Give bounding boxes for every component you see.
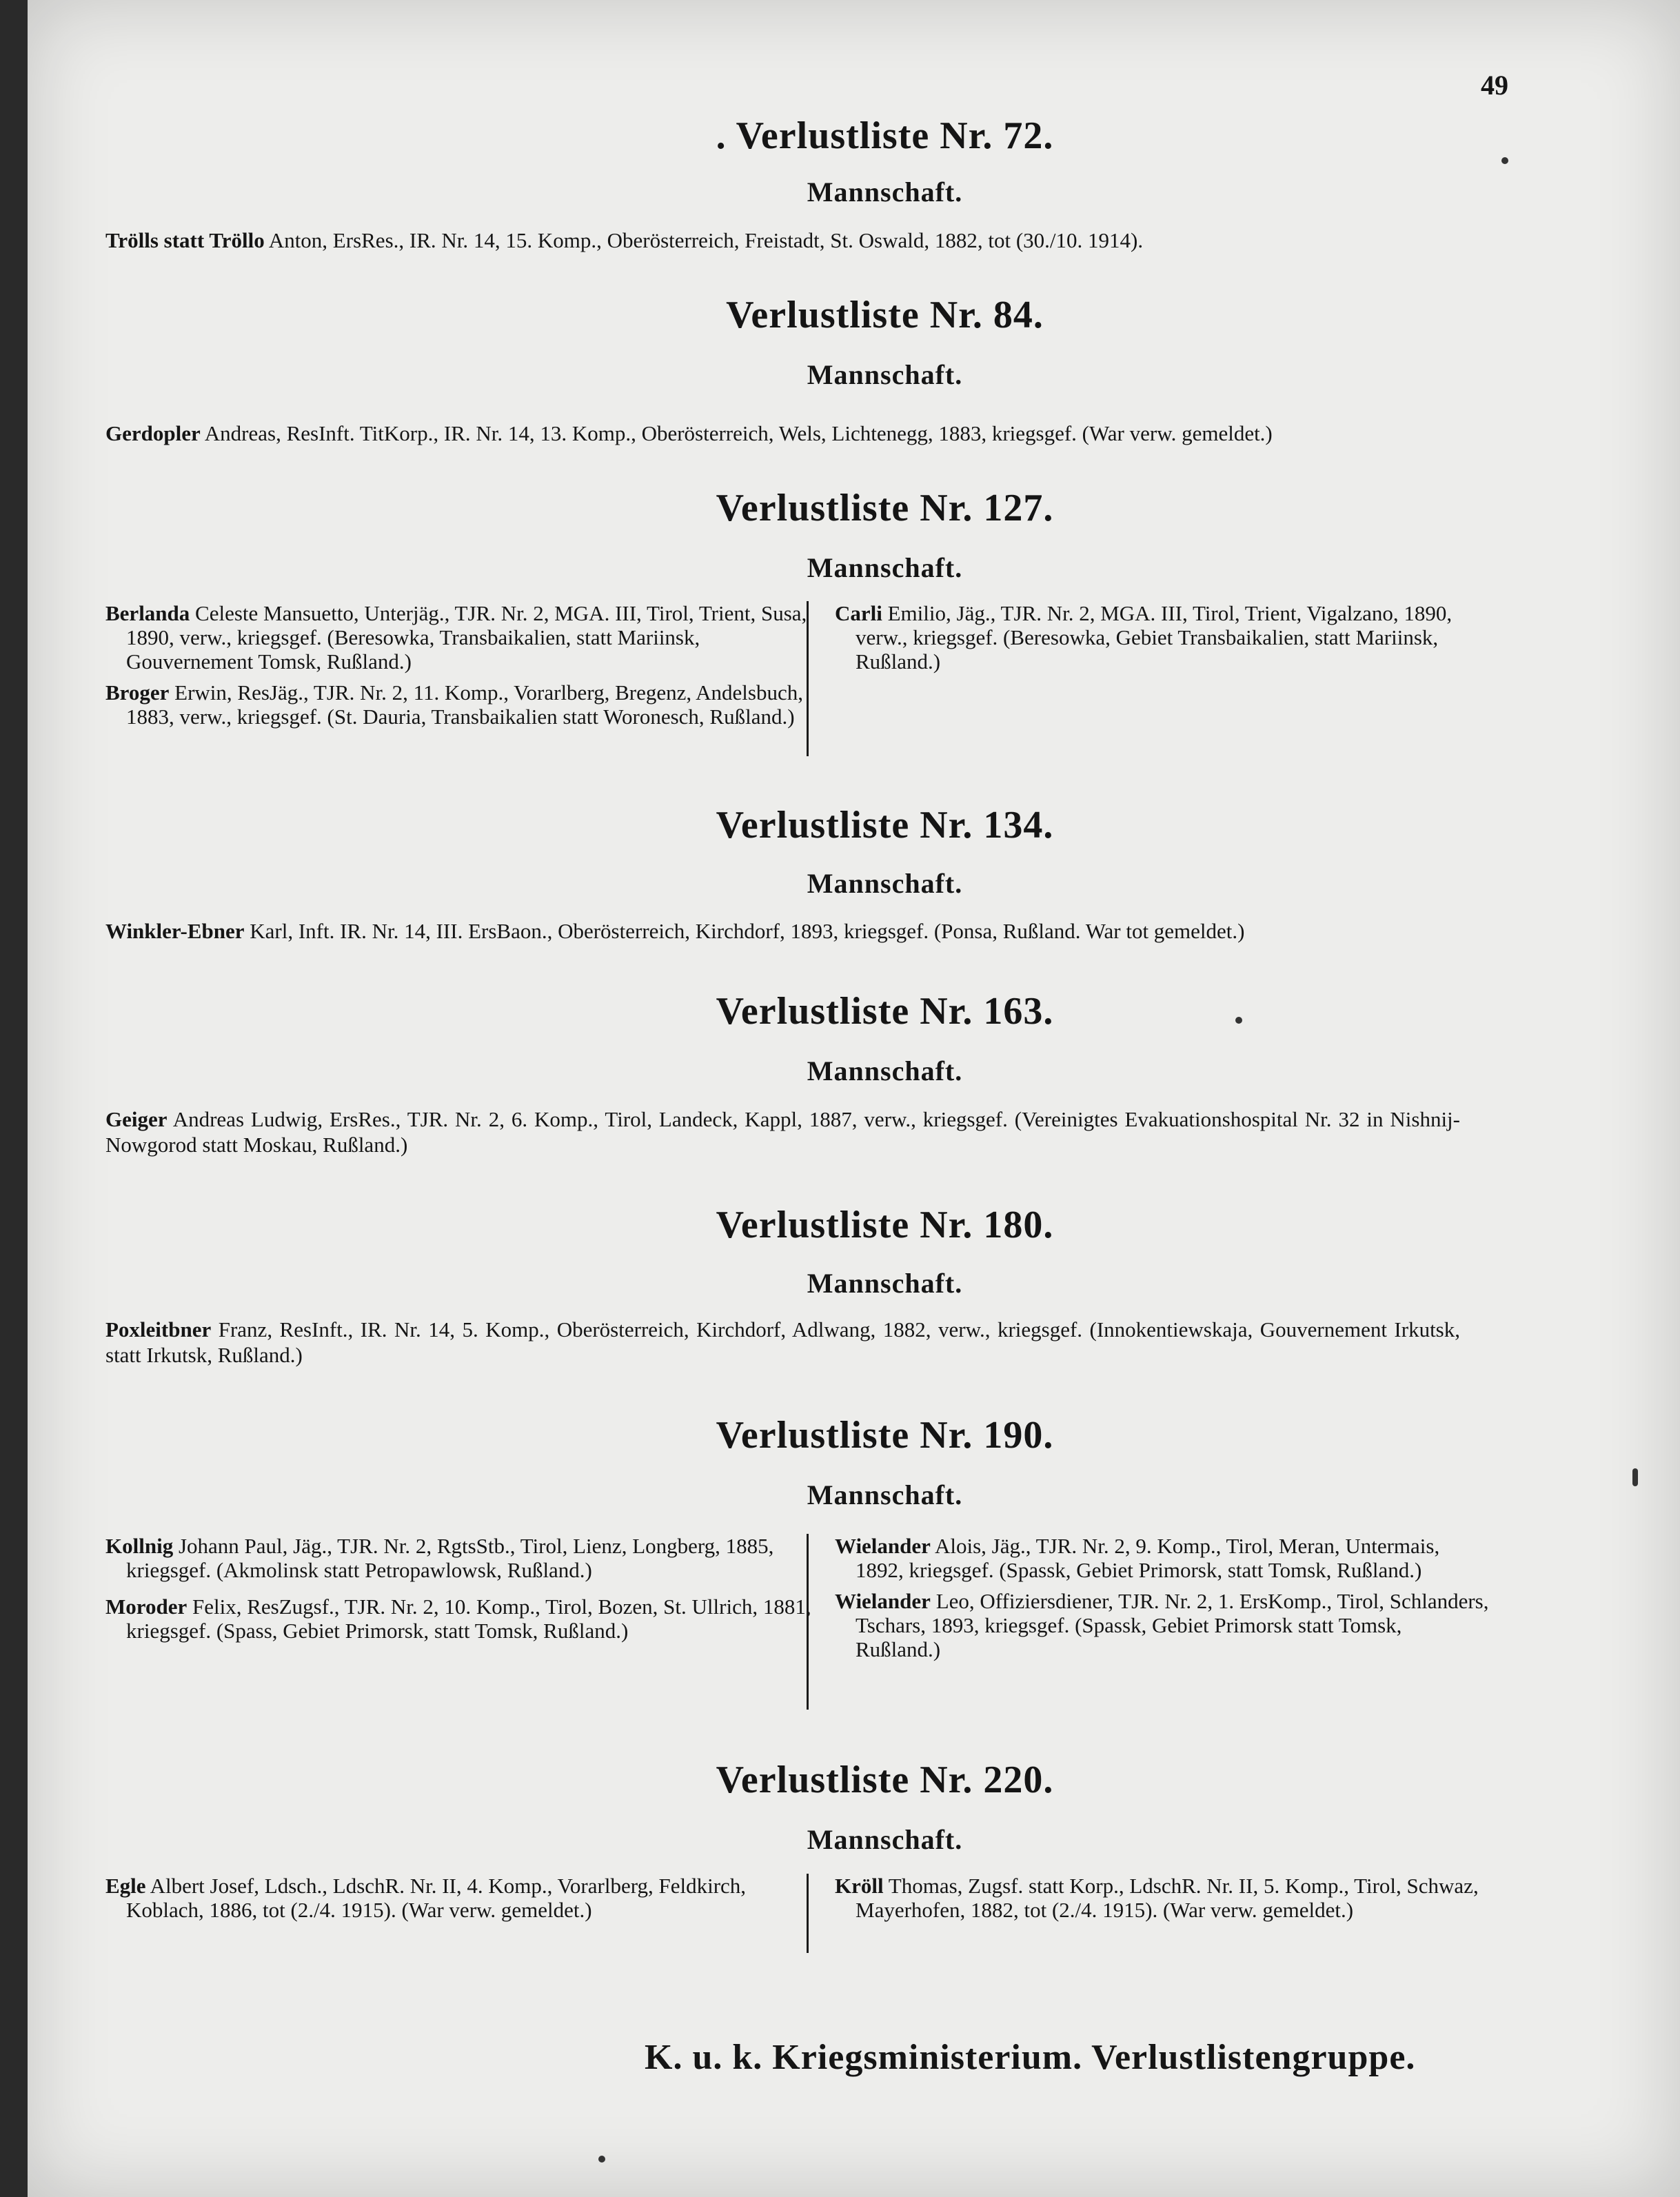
entry-name: Wielander bbox=[835, 1589, 931, 1613]
entry-text: Celeste Mansuetto, Unterjäg., TJR. Nr. 2, MGA. III, Tirol, Trient, Susa, 1890, verw., kriegsgef. (Beresowka, Transbaikalien, statt Mariinsk, Gouvernement Tomsk, Rußland.) bbox=[126, 601, 807, 674]
entry-name: Trölls statt Tröllo bbox=[105, 228, 265, 252]
entry-geiger bbox=[105, 1106, 1460, 1157]
entry-text: Karl, Inft. IR. Nr. 14, III. ErsBaon., Oberösterreich, Kirchdorf, 1893, kriegsgef. (Ponsa, Rußland. War tot gemeldet.) bbox=[244, 919, 1245, 943]
heading-verlustliste-84: Verlustliste Nr. 84. bbox=[726, 294, 1044, 336]
column-left bbox=[105, 1874, 816, 1929]
entry-text: Alois, Jäg., TJR. Nr. 2, 9. Komp., Tirol, Meran, Untermais, 1892, kriegsgef. (Spassk, Gebiet Primorsk, statt Tomsk, Rußland.) bbox=[856, 1534, 1440, 1582]
entry-text: Anton, ErsRes., IR. Nr. 14, 15. Komp., Oberösterreich, Freistadt, St. Oswald, 1882, tot (30./10. 1914). bbox=[264, 228, 1144, 252]
footer-signature: K. u. k. Kriegsministerium. Verlustlistengruppe. bbox=[645, 2038, 1416, 2077]
entry-name: Berlanda bbox=[105, 601, 190, 625]
entry-egle bbox=[105, 1874, 816, 1922]
entry-name: Egle bbox=[105, 1874, 146, 1898]
entry-name: Winkler-Ebner bbox=[105, 919, 245, 943]
entry-troells bbox=[105, 227, 1460, 253]
entry-wielander-leo bbox=[835, 1589, 1490, 1661]
entry-text: Albert Josef, Ldsch., LdschR. Nr. II, 4. Komp., Vorarlberg, Feldkirch, Koblach, 1886, tot (2./4. 1915). (War verw. gemeldet.) bbox=[126, 1874, 747, 1922]
subheading-mannschaft: Mannschaft. bbox=[807, 1824, 963, 1855]
column-left bbox=[105, 1534, 816, 1650]
entry-gerdopler bbox=[105, 421, 1460, 446]
entry-text: Andreas Ludwig, ErsRes., TJR. Nr. 2, 6. Komp., Tirol, Landeck, Kappl, 1887, verw., kriegsgef. (Vereinigtes Evakuationshospital Nr. 32 in Nishnij-Nowgorod statt Moskau, Rußland.) bbox=[105, 1107, 1460, 1157]
scanned-page bbox=[28, 0, 1680, 2197]
entry-berlanda bbox=[105, 601, 816, 674]
column-left bbox=[105, 601, 816, 736]
scan-speck bbox=[1501, 157, 1508, 164]
column-right bbox=[807, 1874, 1490, 1953]
scan-speck bbox=[1235, 1017, 1242, 1024]
entry-text: Erwin, ResJäg., TJR. Nr. 2, 11. Komp., Vorarlberg, Bregenz, Andelsbuch, 1883, verw., kriegsgef. (St. Dauria, Transbaikalien statt Woronesch, Rußland.) bbox=[126, 680, 803, 729]
entry-text: Felix, ResZugsf., TJR. Nr. 2, 10. Komp., Tirol, Bozen, St. Ullrich, 1881, kriegsgef. (Spass, Gebiet Primorsk, statt Tomsk, Rußland.) bbox=[126, 1594, 811, 1643]
entry-name: Kröll bbox=[835, 1874, 884, 1898]
heading-verlustliste-180: Verlustliste Nr. 180. bbox=[716, 1204, 1054, 1246]
column-right bbox=[807, 1534, 1490, 1710]
entry-name: Gerdopler bbox=[105, 421, 201, 445]
entry-text: Johann Paul, Jäg., TJR. Nr. 2, RgtsStb., Tirol, Lienz, Longberg, 1885, kriegsgef. (Akmolinsk statt Petropawlowsk, Rußland.) bbox=[126, 1534, 774, 1582]
page-number: 49 bbox=[1481, 70, 1508, 101]
heading-verlustliste-220: Verlustliste Nr. 220. bbox=[716, 1759, 1054, 1801]
subheading-mannschaft: Mannschaft. bbox=[807, 1268, 963, 1299]
entry-kroell bbox=[835, 1874, 1490, 1922]
entry-name: Broger bbox=[105, 680, 170, 705]
subheading-mannschaft: Mannschaft. bbox=[807, 868, 963, 899]
entry-winkler-ebner bbox=[105, 918, 1460, 944]
entry-name: Poxleitbner bbox=[105, 1317, 212, 1342]
entry-kollnig bbox=[105, 1534, 816, 1582]
entry-name: Geiger bbox=[105, 1107, 168, 1131]
subheading-mannschaft: Mannschaft. bbox=[807, 552, 963, 583]
subheading-mannschaft: Mannschaft. bbox=[807, 176, 963, 207]
subheading-mannschaft: Mannschaft. bbox=[807, 1055, 963, 1086]
entry-name: Kollnig bbox=[105, 1534, 174, 1558]
heading-verlustliste-127: Verlustliste Nr. 127. bbox=[716, 487, 1054, 529]
subheading-mannschaft: Mannschaft. bbox=[807, 1479, 963, 1510]
entry-wielander-alois bbox=[835, 1534, 1490, 1582]
heading-verlustliste-190: Verlustliste Nr. 190. bbox=[716, 1414, 1054, 1457]
entry-name: Wielander bbox=[835, 1534, 931, 1558]
column-right bbox=[807, 601, 1490, 756]
entry-text: Thomas, Zugsf. statt Korp., LdschR. Nr. II, 5. Komp., Tirol, Schwaz, Mayerhofen, 1882, tot (2./4. 1915). (War verw. gemeldet.) bbox=[856, 1874, 1479, 1922]
heading-verlustliste-72: . Verlustliste Nr. 72. bbox=[716, 114, 1054, 157]
entry-poxleitbner bbox=[105, 1317, 1460, 1368]
entry-text: Andreas, ResInft. TitKorp., IR. Nr. 14, 13. Komp., Oberösterreich, Wels, Lichtenegg, 1883, kriegsgef. (War verw. gemeldet.) bbox=[200, 421, 1273, 445]
subheading-mannschaft: Mannschaft. bbox=[807, 359, 963, 390]
entry-text: Franz, ResInft., IR. Nr. 14, 5. Komp., Oberösterreich, Kirchdorf, Adlwang, 1882, verw., kriegsgef. (Innokentiewskaja, Gouvernement Irkutsk, statt Irkutsk, Rußland.) bbox=[105, 1317, 1460, 1367]
entry-text: Emilio, Jäg., TJR. Nr. 2, MGA. III, Tirol, Trient, Vigalzano, 1890, verw., kriegsgef. (Beresowka, Gebiet Transbaikalien, statt Mariinsk, Rußland.) bbox=[856, 601, 1453, 674]
entry-broger bbox=[105, 680, 816, 729]
entry-name: Moroder bbox=[105, 1594, 188, 1619]
scan-speck bbox=[1632, 1468, 1638, 1486]
entry-moroder bbox=[105, 1594, 816, 1643]
entry-name: Carli bbox=[835, 601, 882, 625]
scan-speck bbox=[598, 2156, 605, 2163]
entry-text: Leo, Offiziersdiener, TJR. Nr. 2, 1. ErsKomp., Tirol, Schlanders, Tschars, 1893, kriegsgef. (Spassk, Gebiet Primorsk statt Tomsk, Rußland.) bbox=[856, 1589, 1489, 1661]
heading-verlustliste-134: Verlustliste Nr. 134. bbox=[716, 804, 1054, 847]
entry-carli bbox=[835, 601, 1490, 674]
heading-verlustliste-163: Verlustliste Nr. 163. bbox=[716, 990, 1054, 1033]
